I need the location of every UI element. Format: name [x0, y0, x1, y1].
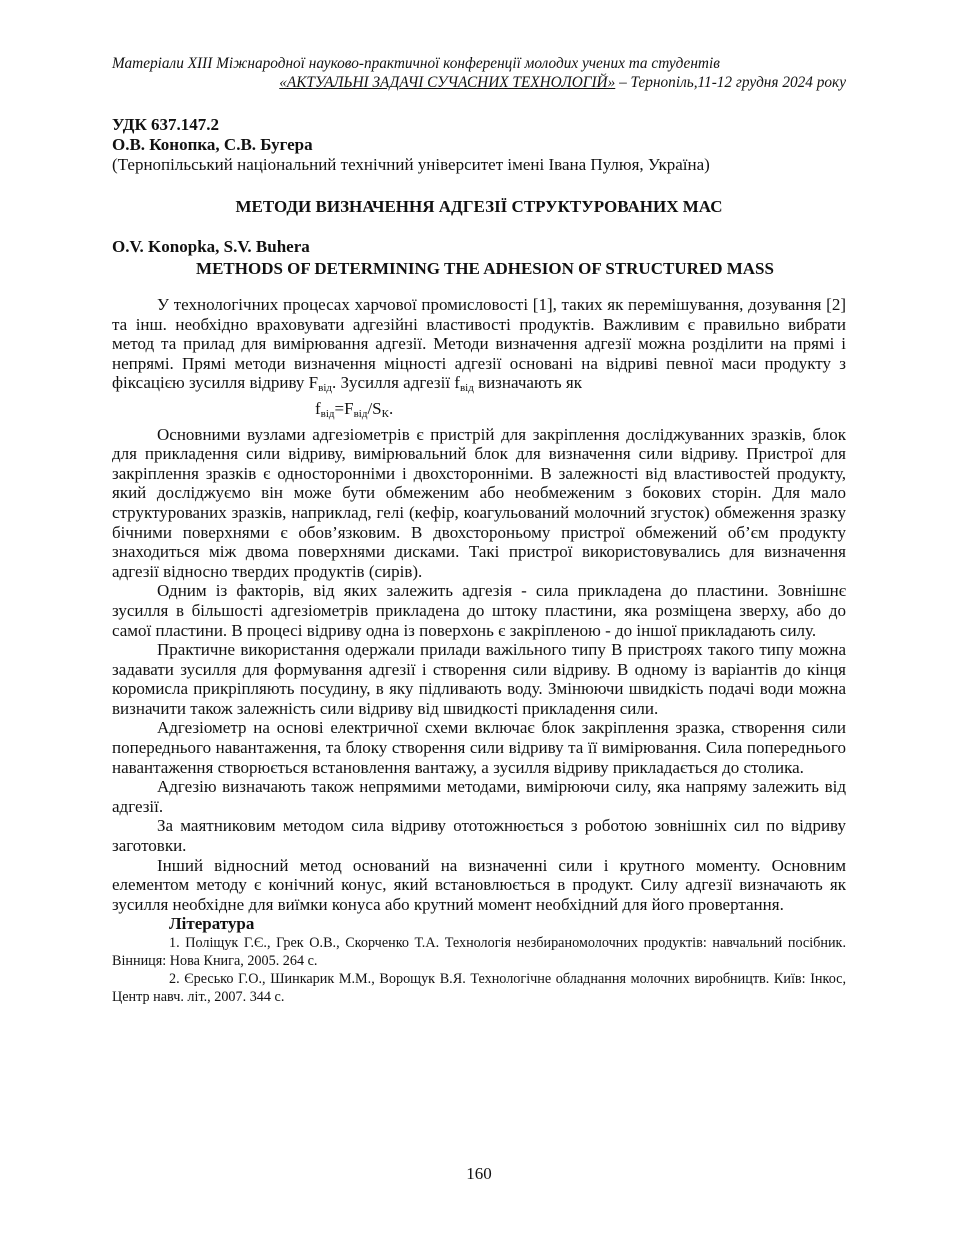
paragraph-4: Практичне використання одержали прилади важільного типу В пристроях такого типу можна задавати зусилля для формування адгезії і створення сили відриву. В одному із варіантів до кінця коромисла прикріпляють посудину, в яку підливають воду. Змінюючи швидкість подачі води можна визначити також залежність сили відриву від швидкості прикладення сили. — [112, 640, 846, 718]
authors-ua: О.В. Конопка, С.В. Бугера — [112, 135, 313, 154]
reference-item: 1. Поліщук Г.Є., Грек О.В., Скорченко Т.А. Технологія незбираномолочних продуктів: навчальний посібник. Вінниця: Нова Книга, 2005. 264 с. — [112, 935, 846, 969]
formula: $f_{від}=F_{від}/S_К$. — [315, 398, 394, 420]
header-line-2 — [112, 73, 846, 92]
article-meta — [112, 115, 846, 175]
page-number: 160 — [466, 1164, 492, 1183]
paragraph-2: Основними вузлами адгезіометрів є пристрій для закріплення досліджуванних зразків, блок для прикладення сили відриву, вимірювальний блок для визначення сили відриву. Пристрої для закріплення зразків є односторонніми і двохсторонніми. В залежності від властивостей продукту, який досліджуємо він може бути обмеженим або необмеженим з бокових сторін. Для мало структурованих зразків, наприклад, гелі (кефір, коагульований молочний згусток) обмеження зразку бічними поверхнями є обов’язковим. В двохстороньому пристрої обмежений об’єм продукту знаходиться між двома поверхнями дисками. Такі пристрої використовувались для визначення адгезії відносно твердих продуктів (сирів). — [112, 424, 846, 581]
paragraph-6: Адгезію визначають також непрямими методами, вимірюючи силу, яка напряму залежить від адгезії. — [112, 777, 846, 816]
title-en: METHODS OF DETERMINING THE ADHESION OF STRUCTURED MASS — [196, 259, 774, 278]
authors-en: O.V. Konopka, S.V. Buhera — [112, 237, 310, 256]
paragraph-3: Одним із факторів, від яких залежить адгезія - сила прикладена до пластини. Зовнішнє зусилля в більшості адгезіометрів прикладена до штоку пластини, яка розміщена зверху, або до самої пластини. В процесі відриву одна із поверхонь є закріпленою - до іншої прикладають силу. — [112, 581, 846, 640]
article-body — [112, 295, 846, 1006]
paragraph-5: Адгезіометр на основі електричної схеми включає блок закріплення зразка, створення сили попереднього навантаження, та блоку створення сили відриву та її вимірювання. Сила попереднього навантаження створюється встановлення вантажу, а зусилля відриву прикладається до столика. — [112, 718, 846, 777]
paragraph-7: За маятниковим методом сила відриву ототожнюється з роботою зовнішніх сил по відриву заготовки. — [112, 816, 846, 856]
subscript: від — [459, 382, 474, 395]
udk-code: УДК 637.147.2 — [112, 115, 220, 134]
header-conference-title: «АКТУАЛЬНІ ЗАДАЧІ СУЧАСНИХ ТЕХНОЛОГІЙ» — [279, 74, 616, 91]
header-line-1: Матеріали XIII Міжнародної науково-практичної конференції молодих учених та студентів — [112, 55, 720, 72]
conference-header — [112, 54, 846, 92]
paragraph-8: Інший відносний метод оснований на визначенні сили і крутного моменту. Основним елементом методу є конічний конус, який встановлюється в продукт. Силу адгезії визначають як зусилля необхідне для виїмки конуса або крутний момент необхідний для його провертання. — [112, 855, 846, 914]
subscript: від — [318, 382, 332, 395]
title-ua: МЕТОДИ ВИЗНАЧЕННЯ АДГЕЗІЇ СТРУКТУРОВАНИХ МАС — [235, 197, 723, 216]
paragraph-1: У технологічних процесах харчової промисловості [1], таких як перемішування, дозування [2] та інш. необхідно враховувати адгезійні властивості продуктів. Важливим є правильно вибрати метод та прилад для вимірювання адгезії. Методи визначення адгезії можна розділити на прямі і непрямі. Прямі методи визначення міцності адгезії основані на відриві певної маси продукту з фіксацією зусилля відриву $F_{від}$. Зусилля адгезії $f_{від}$ визначають як — [112, 295, 846, 395]
reference-item: 2. Єресько Г.О., Шинкарик М.М., Ворощук В.Я. Технологічне обладнання молочних виробництв. Київ: Інкос, Центр навч. літ., 2007. 344 с. — [112, 971, 846, 1005]
literature-heading: Література — [169, 914, 255, 934]
affiliation: (Тернопільський національний технічний університет імені Івана Пулюя, Україна) — [112, 155, 710, 174]
header-place-date: – Тернопіль,11-12 грудня 2024 року — [615, 74, 846, 91]
